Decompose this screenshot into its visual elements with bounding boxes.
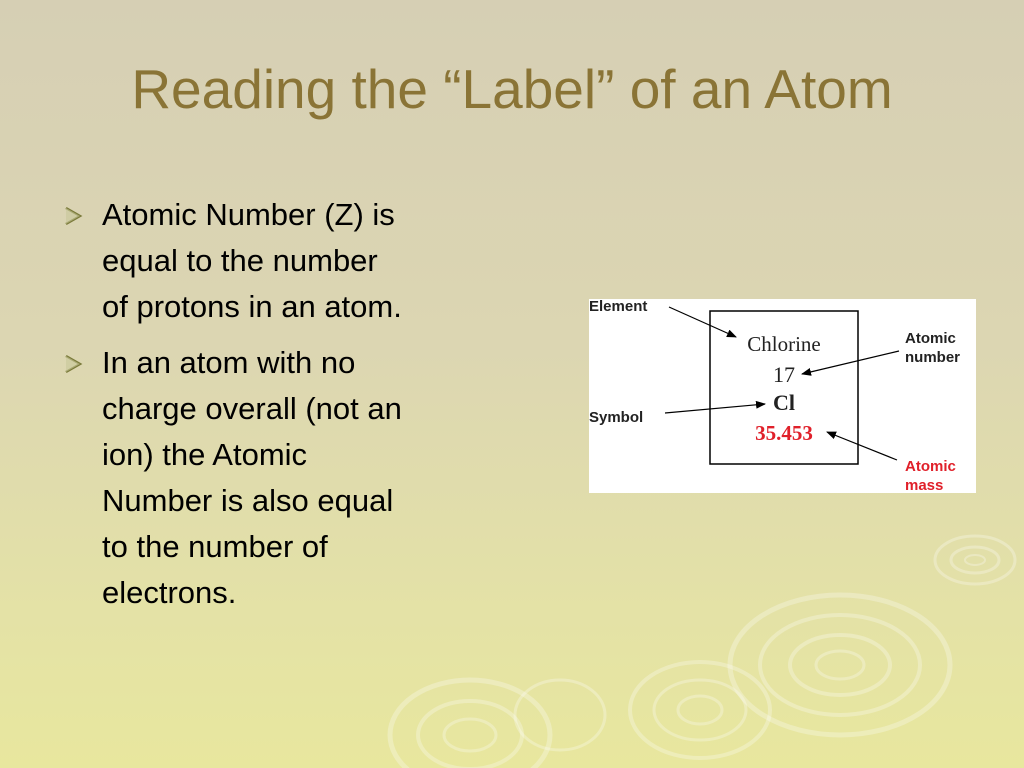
chevron-bullet-icon (62, 340, 88, 386)
atomic-mass-label-line2: mass (905, 477, 944, 493)
chevron-bullet-icon (62, 192, 88, 238)
slide-title: Reading the “Label” of an Atom (131, 58, 893, 120)
atomic-number-value: 17 (773, 362, 795, 387)
atom-label-diagram (589, 299, 976, 493)
bullet-list (62, 192, 502, 626)
atomic-number-label-line2: number (905, 349, 961, 366)
bullet-text-line: Number is also equal (102, 483, 394, 518)
bullet-text-line: equal to the number (102, 243, 378, 278)
bullet-item (62, 192, 502, 330)
bullet-item (62, 340, 502, 616)
bullet-text-line: Atomic Number (Z) is (102, 197, 395, 232)
bullet-text-line: In an atom with no (102, 345, 356, 380)
symbol-label: Symbol (589, 409, 644, 426)
element-name: Chlorine (747, 332, 821, 356)
atom-label-diagram-svg (589, 299, 976, 493)
atomic-number-label-line1: Atomic (905, 330, 956, 347)
bullet-text-line: of protons in an atom. (102, 289, 402, 324)
bullet-text-line: charge overall (not an (102, 391, 402, 426)
bullet-text-line: ion) the Atomic (102, 437, 308, 472)
bullet-text-line: to the number of (102, 529, 328, 564)
atomic-mass-label-line1: Atomic (905, 458, 956, 475)
bullet-text-line: electrons. (102, 575, 237, 610)
element-symbol: Cl (773, 390, 795, 415)
atomic-mass-value: 35.453 (755, 421, 813, 445)
element-label: Element (589, 299, 648, 315)
